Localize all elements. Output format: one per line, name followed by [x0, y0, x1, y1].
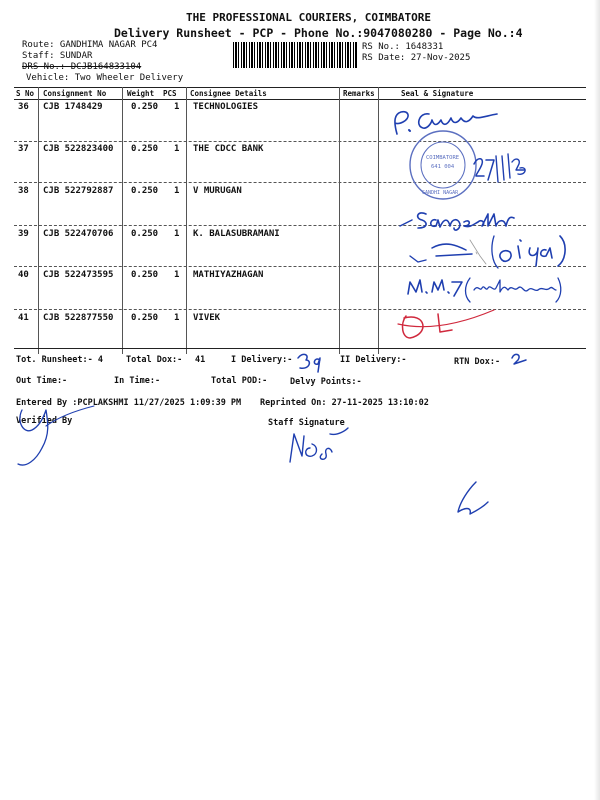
row41-signature	[396, 304, 500, 344]
row40-signature	[404, 274, 564, 304]
col-divider	[122, 87, 123, 354]
row-consignment: CJB 522823400	[43, 144, 114, 154]
row-pcs: 1	[174, 186, 180, 196]
row-consignee: K. BALASUBRAMANI	[193, 229, 280, 239]
row-rule	[14, 141, 586, 142]
row-sno: 37	[18, 144, 29, 154]
stamp-text-top: COIMBATORE	[426, 155, 460, 161]
rs-number: RS No.: 1648331	[362, 42, 444, 52]
table-top-rule	[14, 87, 586, 88]
total-dox-label: Total Dox:-	[126, 355, 183, 365]
runsheet-title: Delivery Runsheet - PCP - Phone No.:9047080280 - Page No.:4	[114, 26, 523, 40]
row-sno: 36	[18, 102, 29, 112]
delvy-points: Delvy Points:-	[290, 377, 362, 387]
col-consignee-details: Consignee Details	[190, 89, 267, 98]
row-weight: 0.250	[131, 229, 159, 239]
col-pcs: PCS	[163, 89, 177, 98]
i-delivery: I Delivery:-	[231, 355, 293, 365]
row-consignment: CJB 522473595	[43, 270, 114, 280]
barcode	[233, 42, 357, 68]
row-weight: 0.250	[131, 144, 159, 154]
delivery-stamp	[406, 128, 480, 202]
company-name: THE PROFESSIONAL COURIERS, COIMBATORE	[186, 11, 432, 24]
row-sno: 39	[18, 229, 29, 239]
row-consignment: CJB 1748429	[43, 102, 103, 112]
table-header-rule	[14, 99, 586, 100]
staff-signature	[282, 426, 352, 466]
col-divider	[38, 87, 39, 354]
pencil-marks	[464, 234, 504, 274]
row-weight: 0.250	[131, 270, 159, 280]
row-pcs: 1	[174, 229, 180, 239]
col-divider	[186, 87, 187, 354]
staff-signature-label: Staff Signature	[268, 418, 345, 428]
route: Route: GANDHIMA NAGAR PC4	[22, 40, 158, 50]
row-consignment: CJB 522877550	[43, 313, 114, 323]
row-pcs: 1	[174, 102, 180, 112]
row-consignee: MATHIYAZHAGAN	[193, 270, 264, 280]
row-weight: 0.250	[131, 313, 159, 323]
ii-delivery: II Delivery:-	[340, 355, 407, 365]
page-edge-shadow	[594, 0, 600, 800]
col-weight: Weight	[127, 89, 155, 98]
row-pcs: 1	[174, 144, 180, 154]
i-delivery-count	[296, 352, 326, 372]
row-sno: 41	[18, 313, 29, 323]
col-divider	[339, 87, 340, 354]
tot-runsheet: Tot. Runsheet:- 4	[16, 355, 103, 365]
col-divider	[378, 87, 379, 354]
rs-date: RS Date: 27-Nov-2025	[362, 53, 471, 63]
out-time: Out Time:-	[16, 376, 68, 386]
row-consignee: VIVEK	[193, 313, 221, 323]
total-pod: Total POD:-	[211, 376, 268, 386]
row-rule	[14, 309, 586, 310]
stamp-text-bottom: GANDHI NAGAR	[422, 190, 459, 196]
in-time: In Time:-	[114, 376, 161, 386]
staff-name: Staff: SUNDAR	[22, 51, 93, 61]
entered-by: Entered By :PCPLAKSHMI 11/27/2025 1:09:39 PM	[16, 398, 242, 408]
row38-signature	[398, 206, 520, 234]
row-consignment: CJB 522792887	[43, 186, 114, 196]
row-consignment: CJB 522470706	[43, 229, 114, 239]
row-weight: 0.250	[131, 186, 159, 196]
row-consignee: TECHNOLOGIES	[193, 102, 259, 112]
row-pcs: 1	[174, 313, 180, 323]
col-consignment-no: Consignment No	[43, 89, 107, 98]
rtn-dox: RTN Dox:-	[454, 357, 501, 367]
rtn-dox-count	[510, 352, 528, 366]
row-consignee: V MURUGAN	[193, 186, 242, 196]
drs-number: DRS No.: DCJB164833104	[22, 62, 142, 72]
vehicle: Vehicle: Two Wheeler Delivery	[26, 73, 184, 83]
col-remarks: Remarks	[343, 89, 375, 98]
table-bottom-rule	[14, 348, 586, 349]
col-seal-signature: Seal & Signature	[401, 89, 474, 98]
stray-mark	[450, 480, 490, 520]
verified-by-signature	[10, 404, 100, 474]
reprinted-on: Reprinted On: 27-11-2025 13:10:02	[260, 398, 429, 408]
total-dox-value: 41	[195, 355, 206, 365]
row37-date	[470, 150, 530, 186]
col-sno: S No	[16, 89, 35, 98]
stamp-text-mid: 641 004	[431, 164, 455, 170]
row-sno: 40	[18, 270, 29, 280]
row-consignee: THE CDCC BANK	[193, 144, 264, 154]
row-sno: 38	[18, 186, 29, 196]
row-weight: 0.250	[131, 102, 159, 112]
row-pcs: 1	[174, 270, 180, 280]
verified-by: Verified By	[16, 416, 73, 426]
